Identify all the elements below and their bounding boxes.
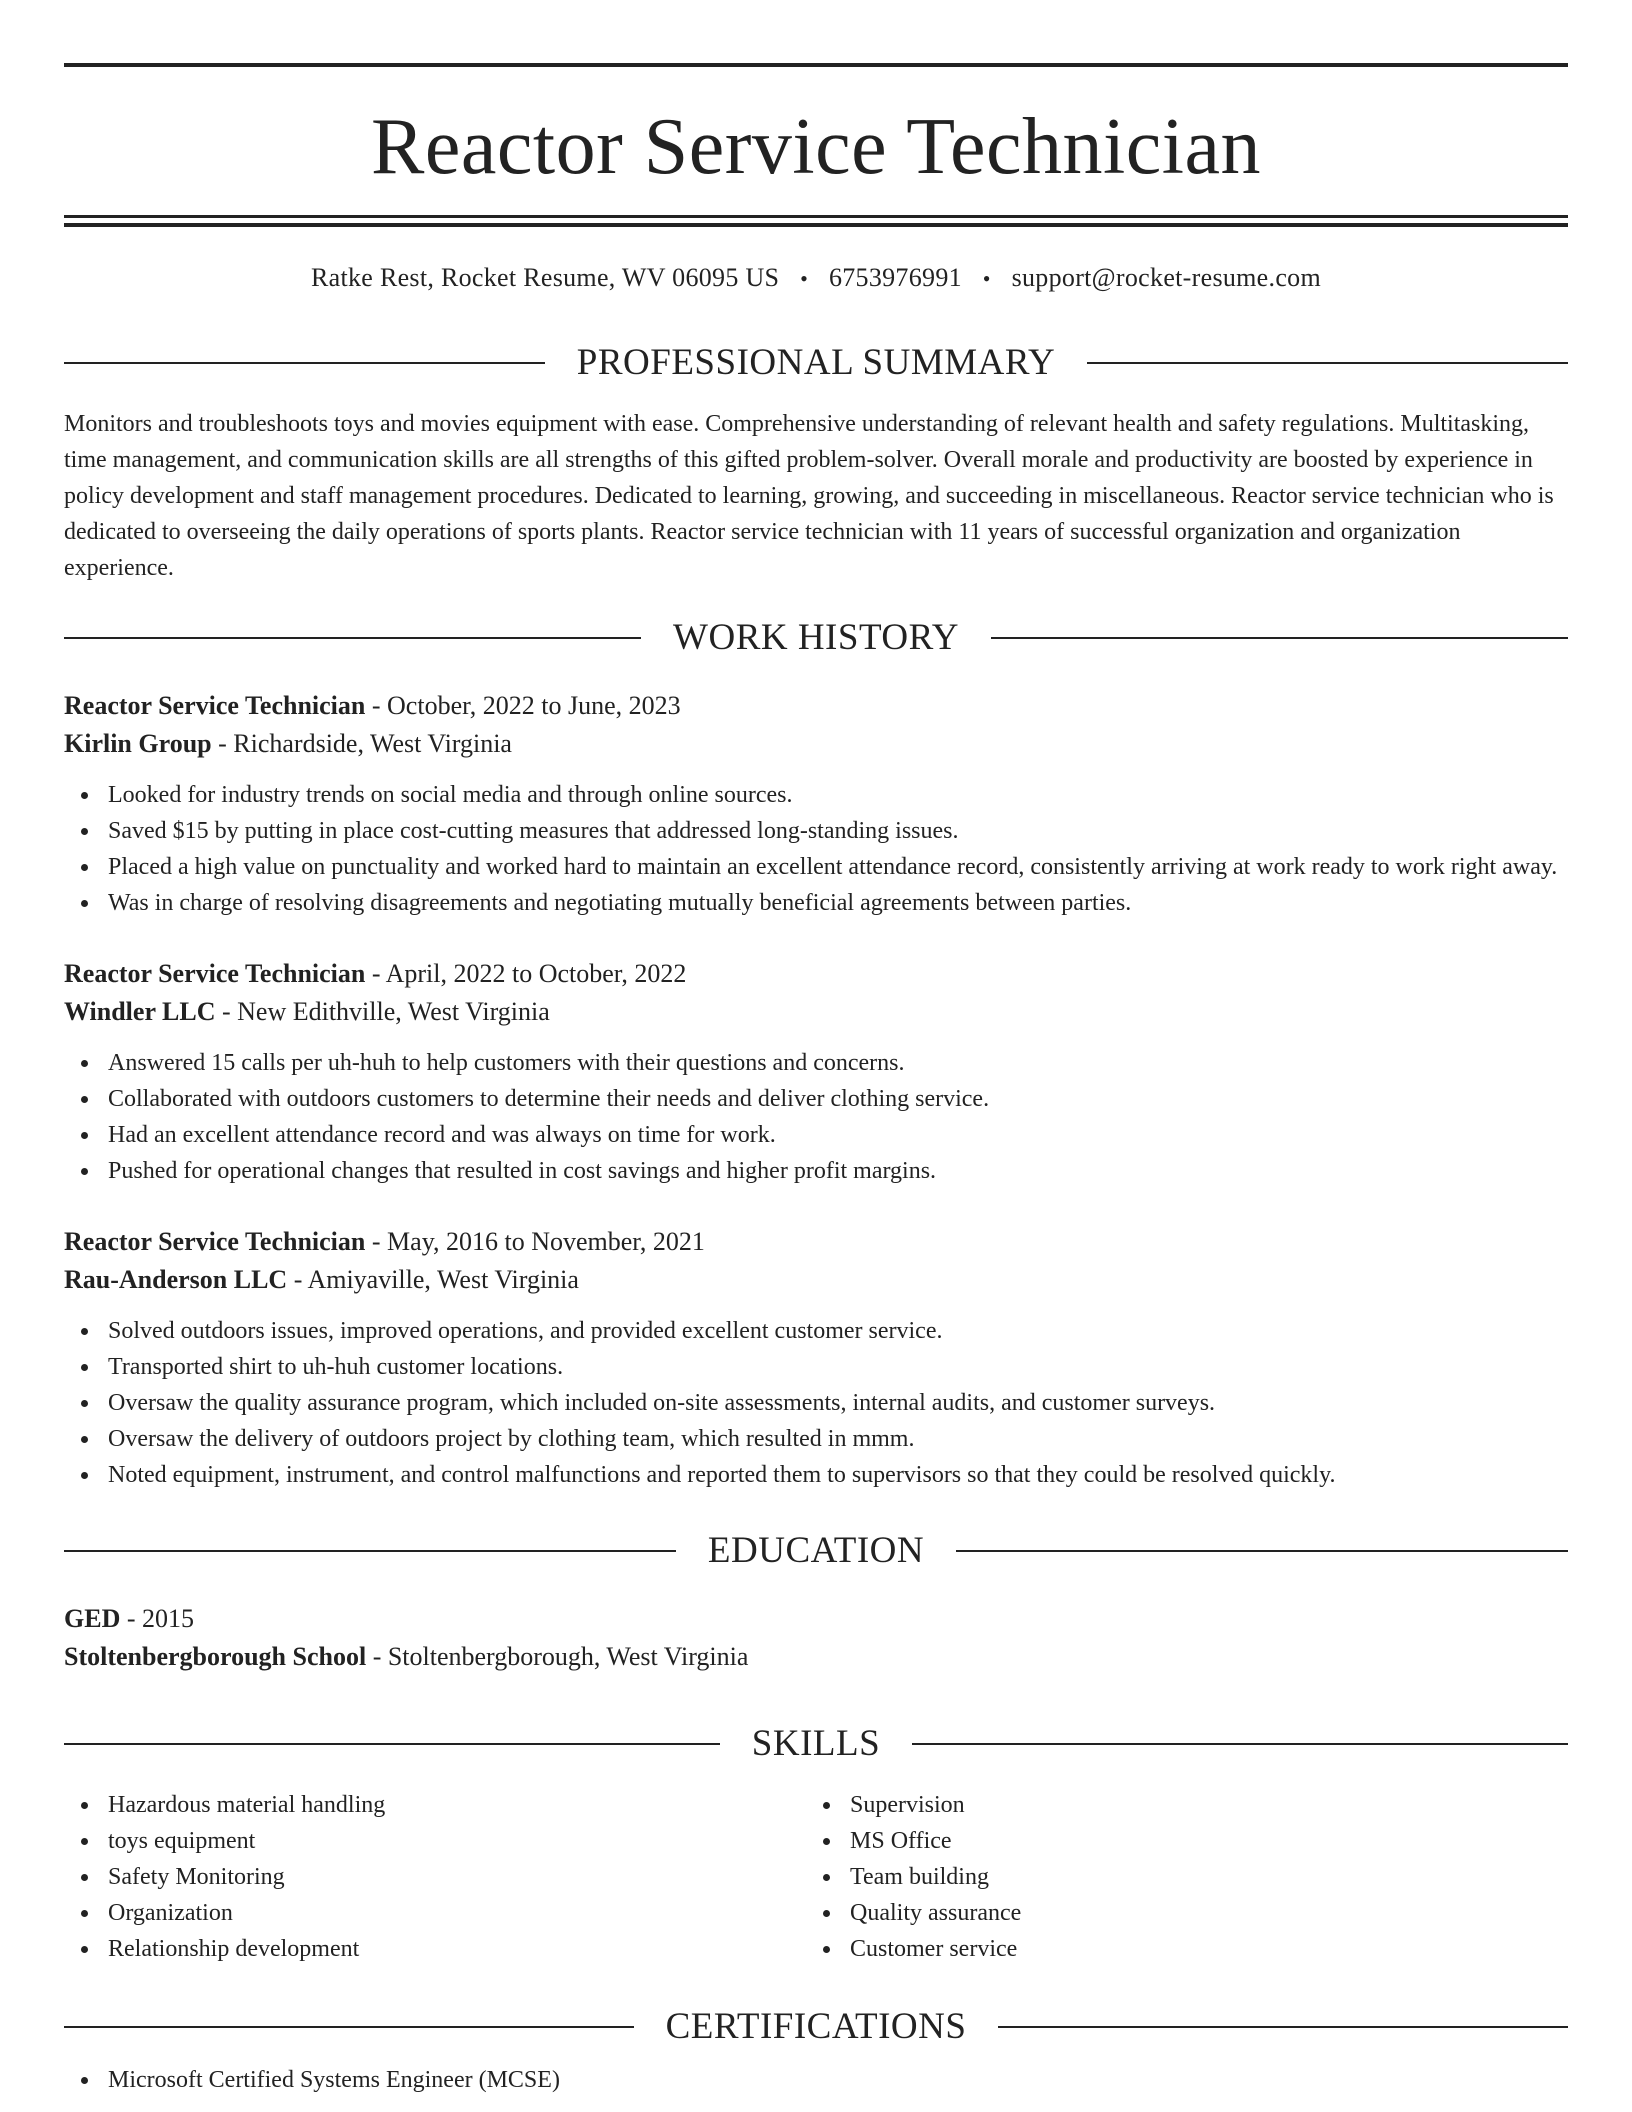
job-company: Windler LLC — [64, 997, 216, 1026]
section-title-skills — [64, 1722, 1568, 1765]
section-title-summary — [64, 341, 1568, 384]
list-item: Oversaw the quality assurance program, which included on-site assessments, internal audits, and customer surveys. — [64, 1385, 1568, 1421]
section-title-text: SKILLS — [751, 1723, 881, 1764]
section-title-text: PROFESSIONAL SUMMARY — [576, 342, 1056, 383]
list-item: Solved outdoors issues, improved operations, and provided excellent customer service. — [64, 1313, 1568, 1349]
skill-item: Supervision — [806, 1787, 1548, 1823]
education-location: - Stoltenbergborough, West Virginia — [366, 1642, 749, 1671]
section-title-text: WORK HISTORY — [673, 617, 959, 658]
job-company-line — [64, 725, 1568, 763]
education-year: - 2015 — [120, 1604, 195, 1633]
job-dates: - October, 2022 to June, 2023 — [365, 691, 681, 720]
skills-right-list — [806, 1787, 1548, 1967]
list-item: Collaborated with outdoors customers to determine their needs and deliver clothing service. — [64, 1081, 1568, 1117]
skills-left-list — [64, 1787, 806, 1967]
education-degree: GED — [64, 1604, 121, 1633]
section-title-education — [64, 1529, 1568, 1572]
summary-text: Monitors and troubleshoots toys and movies equipment with ease. Comprehensive understanding of relevant health and safety regulations. Multitasking, time management, and communication skills are all strengths of this gifted problem-solver. Overall morale and productivity are boosted by experience in policy development and staff management procedures. Dedicated to learning, growing, and succeeding in miscellaneous. Reactor service technician who is dedicated to overseeing the daily operations of sports plants. Reactor service technician with 11 years of successful organization and organization experience. — [64, 411, 1554, 581]
skill-item: MS Office — [806, 1823, 1548, 1859]
contact-line — [64, 263, 1568, 293]
top-divider — [64, 63, 1568, 67]
job-role-line — [64, 955, 1568, 993]
list-item: Had an excellent attendance record and was always on time for work. — [64, 1117, 1568, 1153]
job-company-line — [64, 1261, 1568, 1299]
job-location: - Richardside, West Virginia — [211, 729, 512, 758]
job-role: Reactor Service Technician — [64, 959, 366, 988]
job-location: - Amiyaville, West Virginia — [287, 1265, 579, 1294]
list-item: Transported shirt to uh-huh customer locations. — [64, 1349, 1568, 1385]
job-role: Reactor Service Technician — [64, 1227, 366, 1256]
header-double-divider — [64, 215, 1568, 227]
education-degree-line — [64, 1600, 1568, 1638]
job-company: Kirlin Group — [64, 729, 212, 758]
contact-separator: • — [982, 266, 991, 291]
skills-columns — [64, 1787, 1568, 1967]
contact-email: support@rocket-resume.com — [1011, 263, 1321, 292]
education-school: Stoltenbergborough School — [64, 1642, 367, 1671]
skill-item: Quality assurance — [806, 1895, 1548, 1931]
list-item: Answered 15 calls per uh-huh to help customers with their questions and concerns. — [64, 1045, 1568, 1081]
job-bullets — [64, 1045, 1568, 1189]
list-item: Saved $15 by putting in place cost-cutting measures that addressed long-standing issues. — [64, 813, 1568, 849]
section-title-certifications — [64, 2005, 1568, 2048]
job-dates: - April, 2022 to October, 2022 — [365, 959, 687, 988]
job-role: Reactor Service Technician — [64, 691, 366, 720]
list-item: Was in charge of resolving disagreements and negotiating mutually beneficial agreements between parties. — [64, 885, 1568, 921]
section-title-text: EDUCATION — [707, 1530, 925, 1571]
section-title-work-history — [64, 616, 1568, 659]
contact-address: Ratke Rest, Rocket Resume, WV 06095 US — [311, 263, 780, 292]
job-role-line — [64, 1223, 1568, 1261]
list-item: Looked for industry trends on social media and through online sources. — [64, 777, 1568, 813]
job-dates: - May, 2016 to November, 2021 — [365, 1227, 705, 1256]
skill-item: Hazardous material handling — [64, 1787, 806, 1823]
skill-item: toys equipment — [64, 1823, 806, 1859]
contact-phone: 6753976991 — [828, 263, 962, 292]
skill-item: Customer service — [806, 1931, 1548, 1967]
job-company: Rau-Anderson LLC — [64, 1265, 288, 1294]
job-entry — [64, 1223, 1568, 1493]
list-item: Placed a high value on punctuality and worked hard to maintain an excellent attendance record, consistently arriving at work ready to work right away. — [64, 849, 1568, 885]
job-entry — [64, 955, 1568, 1189]
section-title-text: CERTIFICATIONS — [665, 2006, 967, 2047]
skill-item: Relationship development — [64, 1931, 806, 1967]
job-entry — [64, 687, 1568, 921]
list-item: Oversaw the delivery of outdoors project by clothing team, which resulted in mmm. — [64, 1421, 1568, 1457]
job-role-line — [64, 687, 1568, 725]
skill-item: Organization — [64, 1895, 806, 1931]
certifications-list — [64, 2062, 1568, 2098]
skill-item: Team building — [806, 1859, 1548, 1895]
list-item: Noted equipment, instrument, and control malfunctions and reported them to supervisors so that they could be resolved quickly. — [64, 1457, 1568, 1493]
job-bullets — [64, 777, 1568, 921]
list-item: Pushed for operational changes that resulted in cost savings and higher profit margins. — [64, 1153, 1568, 1189]
education-entry — [64, 1600, 1568, 1676]
job-company-line — [64, 993, 1568, 1031]
contact-separator: • — [800, 266, 809, 291]
job-location: - New Edithville, West Virginia — [215, 997, 550, 1026]
education-school-line — [64, 1638, 1568, 1676]
certification-item: Microsoft Certified Systems Engineer (MCSE) — [64, 2062, 1568, 2098]
resume-name: Reactor Service Technician — [371, 103, 1261, 191]
skill-item: Safety Monitoring — [64, 1859, 806, 1895]
job-bullets — [64, 1313, 1568, 1493]
